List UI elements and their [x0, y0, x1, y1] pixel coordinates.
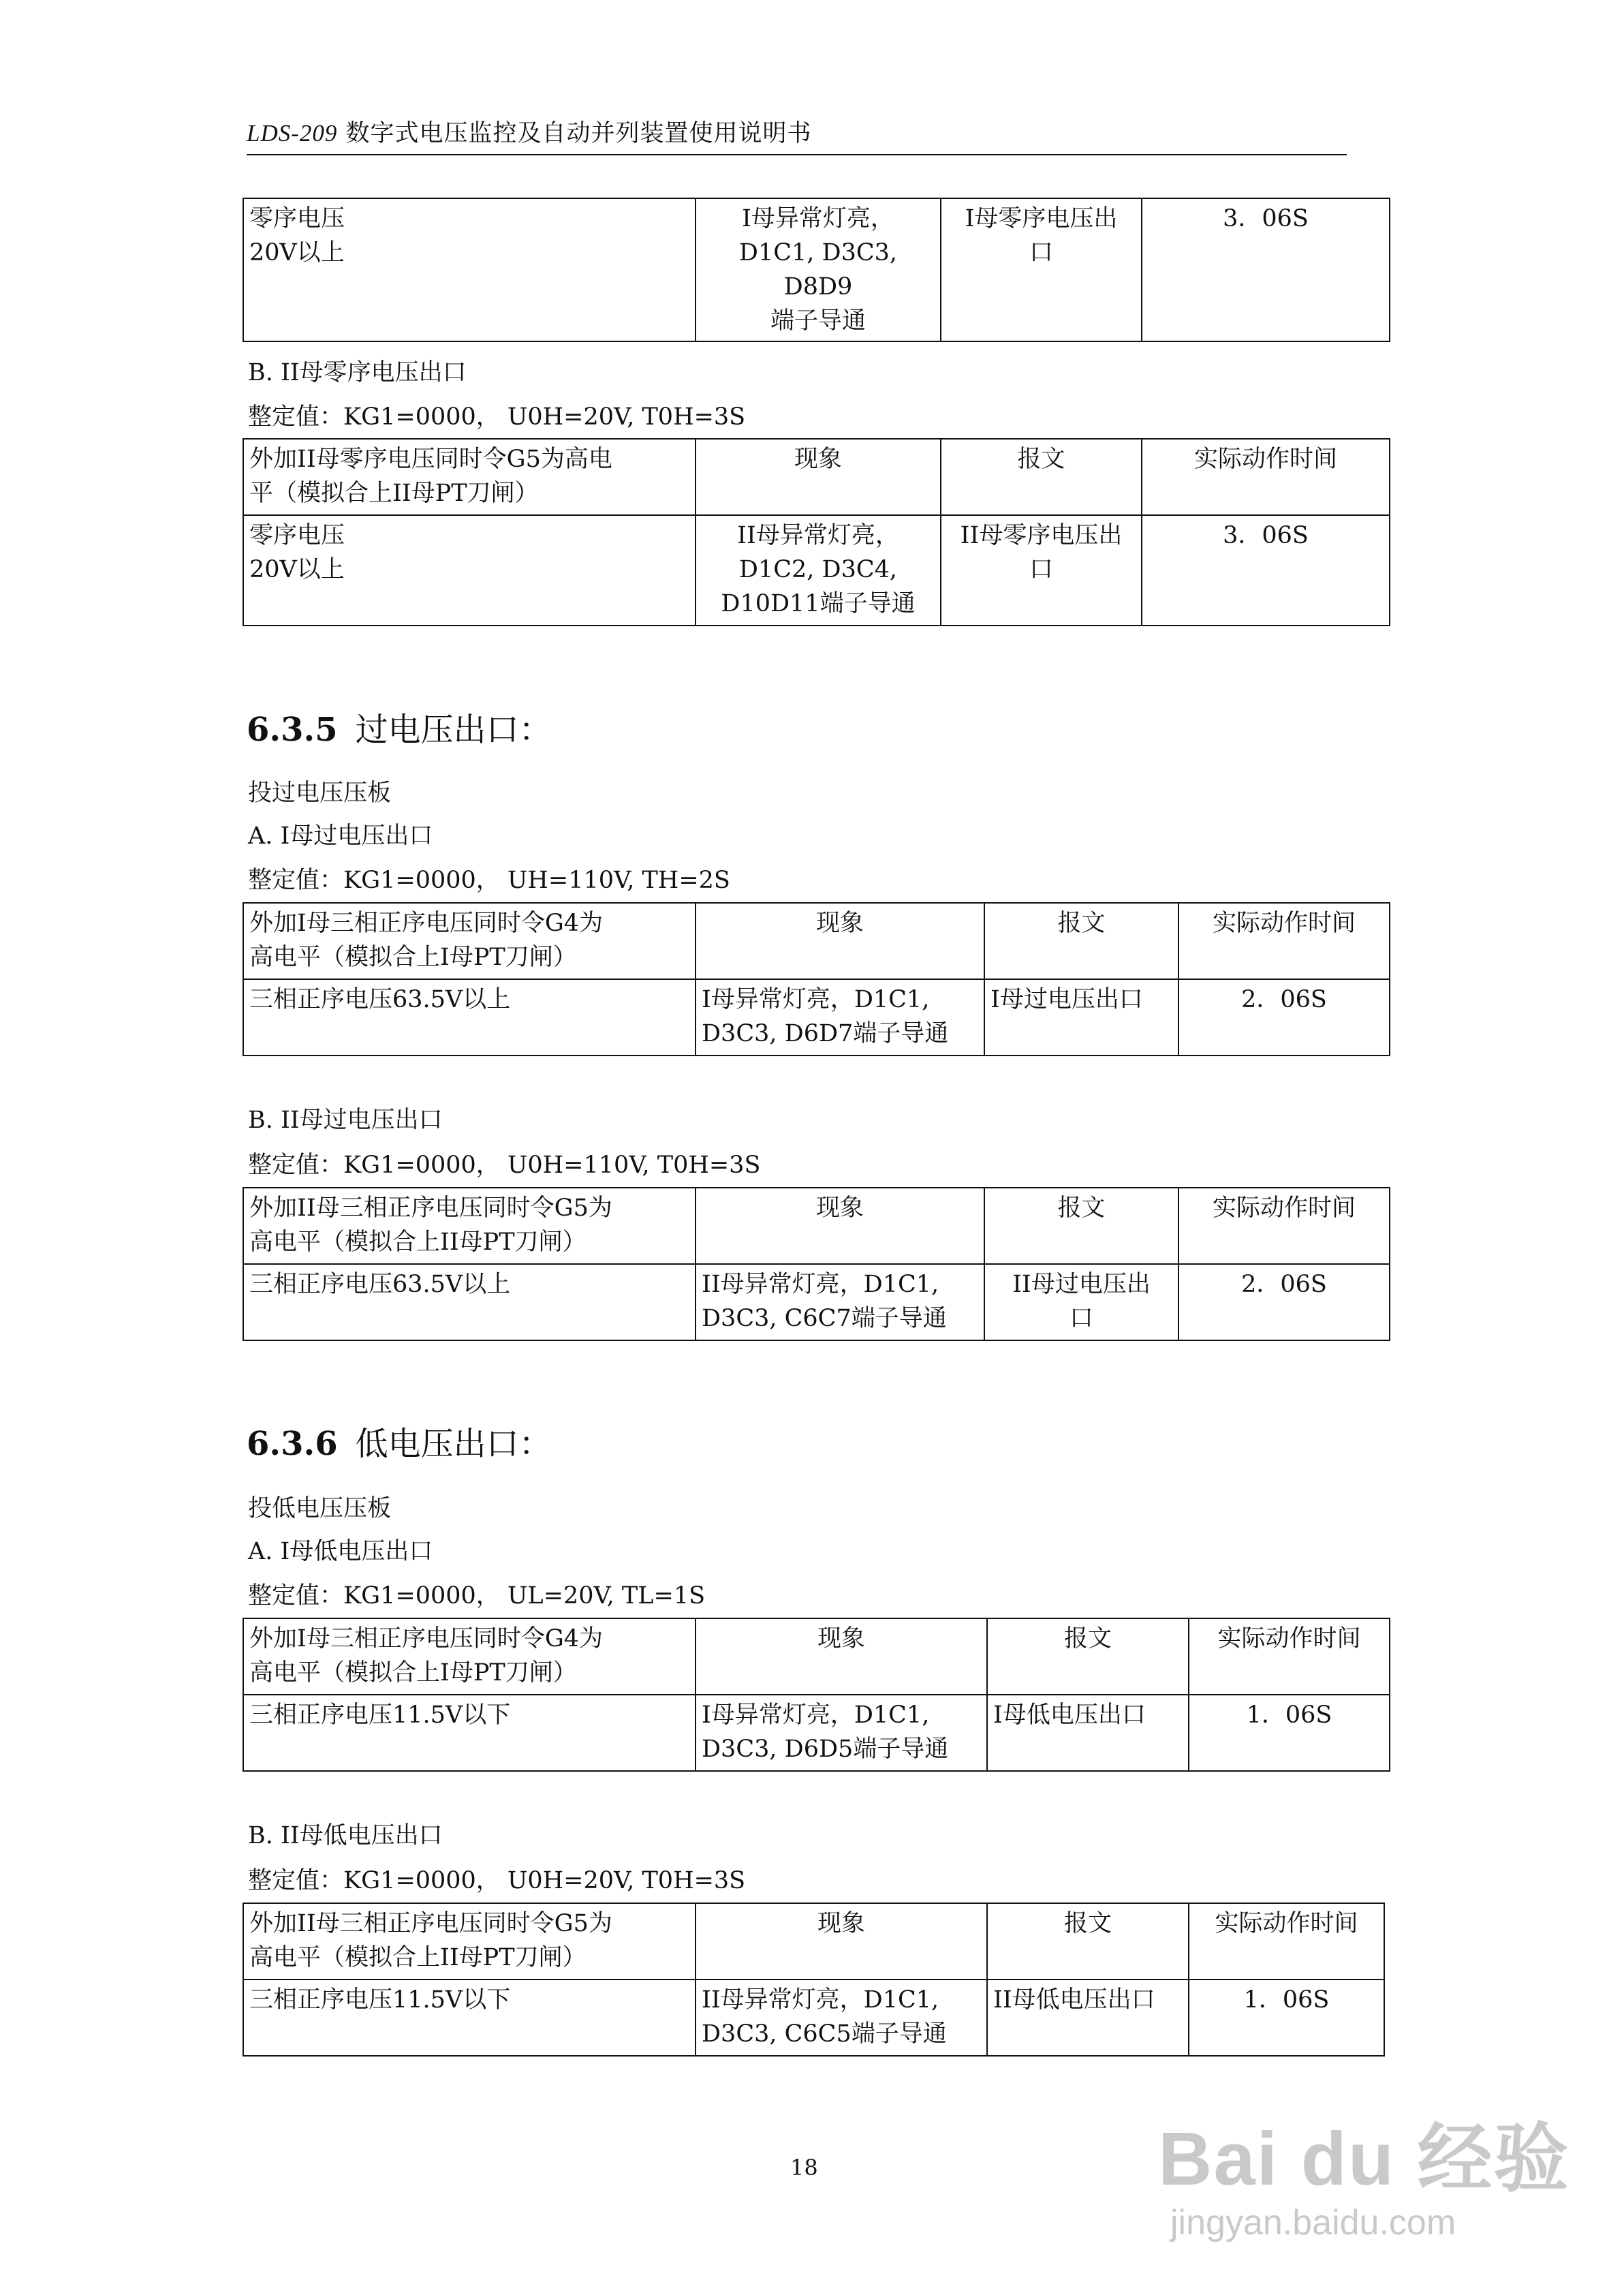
table-header-cell: 外加I母三相正序电压同时令G4为 高电平（模拟合上I母PT刀闸）: [243, 1618, 696, 1695]
table-header-cell: 实际动作时间: [1189, 1618, 1390, 1695]
table-cell: 三相正序电压11.5V以下: [243, 1980, 696, 2056]
table-zero-seq-bus2: [243, 438, 1390, 626]
section-title: B. II母低电压出口: [248, 1822, 443, 1849]
setting-line: 整定值：KG1=0000， UH=110V, TH=2S: [248, 867, 730, 894]
table-header-cell: 实际动作时间: [1178, 1188, 1390, 1264]
table-row: [243, 1980, 1384, 2056]
table-row: [243, 1264, 1390, 1340]
section-number: 6.3.5: [247, 711, 338, 749]
table-header-cell: 报文: [984, 1188, 1178, 1264]
table-header-cell: 现象: [696, 903, 984, 979]
table-header-row: [243, 1618, 1390, 1695]
table-header-cell: 报文: [987, 1903, 1189, 1980]
table-header-cell: 报文: [941, 439, 1142, 515]
section-title: B. II母零序电压出口: [248, 359, 467, 386]
table-row: [243, 515, 1390, 626]
table-cell: 零序电压 20V以上: [243, 515, 696, 626]
section-number: 6.3.6: [247, 1425, 338, 1463]
table-cell: 零序电压 20V以上: [243, 198, 696, 341]
table-header-cell: 报文: [984, 903, 1178, 979]
section-heading-text: 过电压出口：: [355, 711, 552, 749]
running-header: [247, 114, 812, 149]
table-header-cell: 现象: [696, 1188, 984, 1264]
table-cell: I母零序电压出 口: [941, 198, 1142, 341]
table-cell: 1．06S: [1189, 1980, 1384, 2056]
table-cell: II母过电压出 口: [984, 1264, 1178, 1340]
table-header-cell: 实际动作时间: [1142, 439, 1390, 515]
table-cell: 1．06S: [1189, 1695, 1390, 1771]
table-header-row: [243, 903, 1390, 979]
watermark-logo: Bai du 经验: [1158, 2117, 1570, 2201]
table-cell: 2．06S: [1178, 1264, 1390, 1340]
table-header-row: [243, 439, 1390, 515]
intro-line: 投低电压压板: [248, 1495, 392, 1522]
table-cell: I母异常灯亮，D1C1, D3C3, D6D5端子导通: [696, 1695, 987, 1771]
setting-line: 整定值：KG1=0000， U0H=20V, T0H=3S: [248, 403, 746, 431]
table-row: [243, 979, 1390, 1056]
table-header-cell: 报文: [987, 1618, 1189, 1695]
table-cell: I母低电压出口: [987, 1695, 1189, 1771]
table-cell: 三相正序电压11.5V以下: [243, 1695, 696, 1771]
table-cell: II母零序电压出 口: [941, 515, 1142, 626]
doc-code: LDS-209: [247, 120, 338, 147]
table-cell: 2．06S: [1178, 979, 1390, 1056]
table-cell: I母异常灯亮，D1C1, D3C3, D6D7端子导通: [696, 979, 984, 1056]
section-title: A. I母过电压出口: [248, 822, 433, 850]
header-rule: [247, 154, 1347, 155]
table-header-cell: 现象: [696, 1903, 987, 1980]
section-title: B. II母过电压出口: [248, 1107, 443, 1134]
table-cell: II母异常灯亮，D1C1, D3C3, C6C7端子导通: [696, 1264, 984, 1340]
table-header-cell: 外加I母三相正序电压同时令G4为 高电平（模拟合上I母PT刀闸）: [243, 903, 696, 979]
section-title: A. I母低电压出口: [248, 1538, 433, 1565]
baidu-jingyan-watermark: [1158, 2099, 1570, 2243]
table-cell: 三相正序电压63.5V以上: [243, 1264, 696, 1340]
table-zero-seq-bus1-cont: [243, 198, 1390, 342]
table-header-row: [243, 1188, 1390, 1264]
setting-line: 整定值：KG1=0000， U0H=20V, T0H=3S: [248, 1867, 746, 1894]
table-cell: I母过电压出口: [984, 979, 1178, 1056]
table-cell: 3．06S: [1142, 198, 1390, 341]
watermark-url: jingyan.baidu.com: [1170, 2203, 1456, 2243]
table-cell: II母异常灯亮，D1C1, D3C3, C6C5端子导通: [696, 1980, 987, 2056]
table-overvoltage-bus2: [243, 1187, 1390, 1341]
table-header-cell: 外加II母三相正序电压同时令G5为 高电平（模拟合上II母PT刀闸）: [243, 1188, 696, 1264]
section-heading-635: [247, 703, 552, 750]
section-heading-text: 低电压出口：: [355, 1425, 552, 1463]
table-header-cell: 现象: [696, 439, 941, 515]
table-cell: I母异常灯亮， D1C1, D3C3, D8D9 端子导通: [696, 198, 941, 341]
table-header-cell: 外加II母零序电压同时令G5为高电 平（模拟合上II母PT刀闸）: [243, 439, 696, 515]
table-header-cell: 现象: [696, 1618, 987, 1695]
table-cell: II母低电压出口: [987, 1980, 1189, 2056]
section-heading-636: [247, 1417, 552, 1464]
table-header-cell: 实际动作时间: [1189, 1903, 1384, 1980]
table-overvoltage-bus1: [243, 902, 1390, 1056]
table-row: [243, 1695, 1390, 1771]
table-undervoltage-bus1: [243, 1618, 1390, 1772]
table-undervoltage-bus2: [243, 1903, 1385, 2057]
table-cell: 三相正序电压63.5V以上: [243, 979, 696, 1056]
table-header-row: [243, 1903, 1384, 1980]
table-header-cell: 实际动作时间: [1178, 903, 1390, 979]
doc-title: 数字式电压监控及自动并列装置使用说明书: [345, 120, 812, 147]
page-number: 18: [790, 2155, 818, 2181]
table-cell: 3．06S: [1142, 515, 1390, 626]
setting-line: 整定值：KG1=0000， UL=20V, TL=1S: [248, 1582, 706, 1609]
setting-line: 整定值：KG1=0000， U0H=110V, T0H=3S: [248, 1152, 761, 1179]
intro-line: 投过电压压板: [248, 780, 392, 807]
table-row: [243, 198, 1390, 341]
table-cell: II母异常灯亮， D1C2, D3C4, D10D11端子导通: [696, 515, 941, 626]
table-header-cell: 外加II母三相正序电压同时令G5为 高电平（模拟合上II母PT刀闸）: [243, 1903, 696, 1980]
